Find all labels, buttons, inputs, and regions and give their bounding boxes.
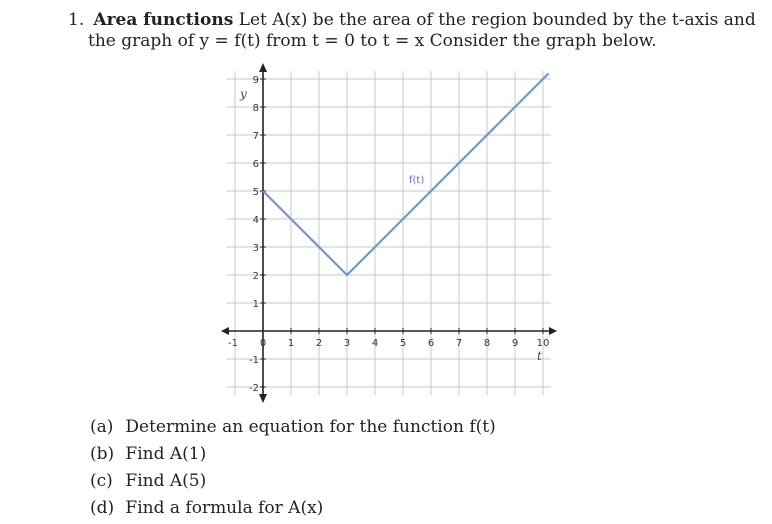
y-tick-label: 7	[252, 131, 259, 142]
part-b-text: Find A(1)	[125, 444, 207, 464]
series-line-f	[263, 73, 549, 275]
part-b-label: (b)	[90, 444, 115, 464]
part-a-label: (a)	[90, 417, 114, 437]
part-a	[90, 414, 496, 441]
x-tick-label: 7	[455, 338, 463, 349]
question-parts	[90, 414, 496, 522]
y-tick-label: 4	[252, 215, 259, 226]
y-axis-label: y	[240, 87, 247, 101]
x-tick-label: 10	[536, 338, 550, 349]
y-tick-label: -2	[249, 383, 259, 394]
x-tick-label: 4	[371, 338, 379, 349]
x-tick-label: 1	[287, 338, 295, 349]
part-d-text: Find a formula for A(x)	[125, 498, 324, 518]
x-tick-label: 3	[343, 338, 351, 349]
x-tick-label: 2	[315, 338, 323, 349]
problem-line-1-text: Let A(x) be the area of the region bounded by the t-axis and	[238, 10, 756, 30]
series	[263, 73, 549, 275]
part-c-text: Find A(5)	[125, 471, 207, 491]
problem-line-2: the graph of y = f(t) from t = 0 to t = x Consider the graph below.	[88, 31, 657, 51]
x-axis-arrow-left	[221, 327, 229, 335]
y-tick-label: 2	[252, 271, 259, 282]
x-tick-label: 5	[399, 338, 407, 349]
y-tick-label: 8	[252, 103, 259, 114]
y-tick-label: 3	[252, 243, 259, 254]
part-d-label: (d)	[90, 498, 115, 518]
part-a-text: Determine an equation for the function f(t)	[125, 417, 496, 437]
part-d	[90, 495, 496, 522]
x-axis-arrow-right	[549, 327, 557, 335]
x-tick-label: -1	[228, 338, 238, 349]
x-axis-label: t	[537, 349, 542, 363]
x-tick-label: 9	[511, 338, 519, 349]
x-tick-label: 0	[259, 338, 267, 349]
problem-title: Area functions	[93, 10, 234, 30]
y-tick-label: 9	[252, 75, 259, 86]
y-tick-label: 1	[252, 299, 259, 310]
y-axis-arrow-up	[259, 63, 267, 72]
x-tick-label: 6	[427, 338, 435, 349]
series-label: f(t)	[409, 175, 425, 186]
y-tick-label: 6	[252, 159, 259, 170]
x-tick-label: 8	[483, 338, 491, 349]
part-b	[90, 441, 496, 468]
part-c	[90, 468, 496, 495]
problem-number: 1.	[68, 10, 85, 30]
y-axis-arrow-down	[259, 394, 267, 403]
part-c-label: (c)	[90, 471, 113, 491]
y-tick-label: 5	[252, 187, 259, 198]
y-tick-label: -1	[249, 355, 259, 366]
